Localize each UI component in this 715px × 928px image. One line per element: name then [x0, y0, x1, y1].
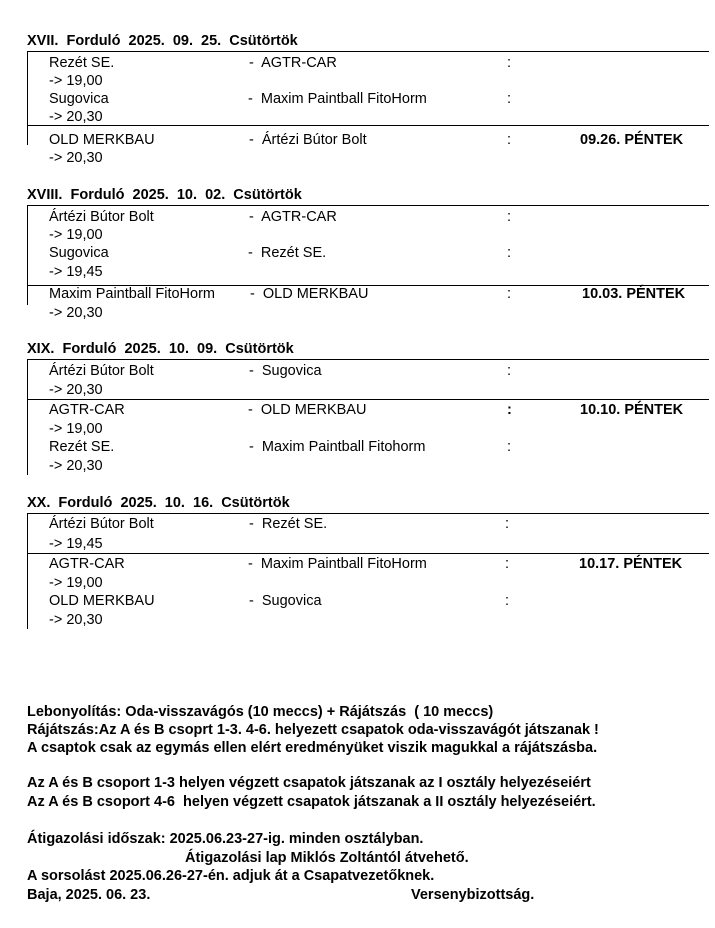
divider	[27, 51, 709, 52]
score-separator: :	[507, 91, 512, 107]
round-title: XVIII. Forduló 2025. 10. 02. Csütörtök	[27, 187, 302, 203]
signature-place-date: Baja, 2025. 06. 23.	[27, 887, 151, 903]
away-team: - AGTR-CAR	[249, 209, 337, 225]
away-team: - OLD MERKBAU	[248, 402, 367, 418]
score-separator: :	[507, 286, 512, 302]
score-separator: :	[507, 132, 512, 148]
divider	[27, 359, 709, 360]
score-separator: :	[507, 55, 512, 71]
note-transfer-form: Átigazolási lap Miklós Zoltántól átvehető.	[185, 850, 469, 866]
divider	[27, 125, 28, 145]
match-time: -> 20,30	[49, 305, 103, 321]
note-results: A csaptok csak az egymás ellen elért eredményüket viszik magukkal a rájátszásba.	[27, 740, 598, 756]
divider	[27, 285, 28, 305]
away-team: - Rezét SE.	[248, 245, 327, 261]
match-time: -> 19,45	[49, 536, 103, 552]
divider	[27, 399, 28, 475]
score-separator: :	[505, 556, 510, 572]
home-team: OLD MERKBAU	[49, 132, 155, 148]
away-team: - Sugovica	[249, 593, 322, 609]
reschedule-date: 10.10. PÉNTEK	[580, 402, 684, 418]
note-playoff: Rájátszás:Az A és B csoprt 1-3. 4-6. helyezett csapatok oda-visszavágót játszanak !	[27, 722, 599, 738]
home-team: Ártézi Bútor Bolt	[49, 516, 154, 532]
divider	[27, 399, 709, 400]
round-title: XIX. Forduló 2025. 10. 09. Csütörtök	[27, 341, 294, 357]
divider	[27, 205, 709, 206]
home-team: Ártézi Bútor Bolt	[49, 363, 154, 379]
away-team: - Maxim Paintball Fitohorm	[249, 439, 426, 455]
reschedule-date: 09.26. PÉNTEK	[580, 132, 684, 148]
match-time: -> 19,00	[49, 73, 103, 89]
score-separator: :	[507, 209, 512, 225]
note-division-2: Az A és B csoport 4-6 helyen végzett csapatok játszanak a II osztály helyezéseiért.	[27, 794, 596, 810]
away-team: - Maxim Paintball FitoHorm	[248, 91, 427, 107]
away-team: - Sugovica	[249, 363, 322, 379]
divider	[27, 513, 709, 514]
home-team: OLD MERKBAU	[49, 593, 155, 609]
round-title: XVII. Forduló 2025. 09. 25. Csütörtök	[27, 33, 298, 49]
divider	[27, 553, 709, 554]
home-team: Maxim Paintball FitoHorm	[49, 286, 215, 302]
home-team: Ártézi Bútor Bolt	[49, 209, 154, 225]
note-division-1: Az A és B csoport 1-3 helyen végzett csapatok játszanak az I osztály helyezéseiért	[27, 775, 591, 791]
divider	[27, 205, 28, 285]
round-title: XX. Forduló 2025. 10. 16. Csütörtök	[27, 495, 290, 511]
away-team: - Ártézi Bútor Bolt	[249, 132, 367, 148]
score-separator: :	[505, 516, 510, 532]
score-separator: :	[507, 363, 512, 379]
home-team: AGTR-CAR	[49, 556, 125, 572]
score-separator: :	[507, 402, 512, 418]
away-team: - OLD MERKBAU	[250, 286, 369, 302]
note-format: Lebonyolítás: Oda-visszavágós (10 meccs) + Rájátszás ( 10 meccs)	[27, 704, 494, 720]
home-team: Sugovica	[49, 245, 109, 261]
match-time: -> 20,30	[49, 458, 103, 474]
away-team: - Maxim Paintball FitoHorm	[248, 556, 427, 572]
divider	[27, 553, 28, 629]
match-time: -> 19,00	[49, 227, 103, 243]
score-separator: :	[507, 439, 512, 455]
home-team: Rezét SE.	[49, 439, 115, 455]
signature-committee: Versenybizottság.	[411, 887, 535, 903]
note-transfer-period: Átigazolási időszak: 2025.06.23-27-ig. minden osztályban.	[27, 831, 424, 847]
match-time: -> 20,30	[49, 109, 103, 125]
match-time: -> 19,00	[49, 421, 103, 437]
away-team: - Rezét SE.	[249, 516, 328, 532]
match-time: -> 19,45	[49, 264, 103, 280]
divider	[27, 125, 709, 126]
score-separator: :	[505, 593, 510, 609]
home-team: Sugovica	[49, 91, 109, 107]
match-time: -> 20,30	[49, 382, 103, 398]
match-time: -> 20,30	[49, 612, 103, 628]
home-team: Rezét SE.	[49, 55, 115, 71]
divider	[27, 513, 28, 553]
divider	[27, 51, 28, 125]
reschedule-date: 10.03. PÉNTEK	[582, 286, 686, 302]
divider	[27, 359, 28, 399]
match-time: -> 19,00	[49, 575, 103, 591]
score-separator: :	[507, 245, 512, 261]
reschedule-date: 10.17. PÉNTEK	[579, 556, 683, 572]
away-team: - AGTR-CAR	[249, 55, 337, 71]
home-team: AGTR-CAR	[49, 402, 125, 418]
match-time: -> 20,30	[49, 150, 103, 166]
note-draw: A sorsolást 2025.06.26-27-én. adjuk át a Csapatvezetőknek.	[27, 868, 435, 884]
